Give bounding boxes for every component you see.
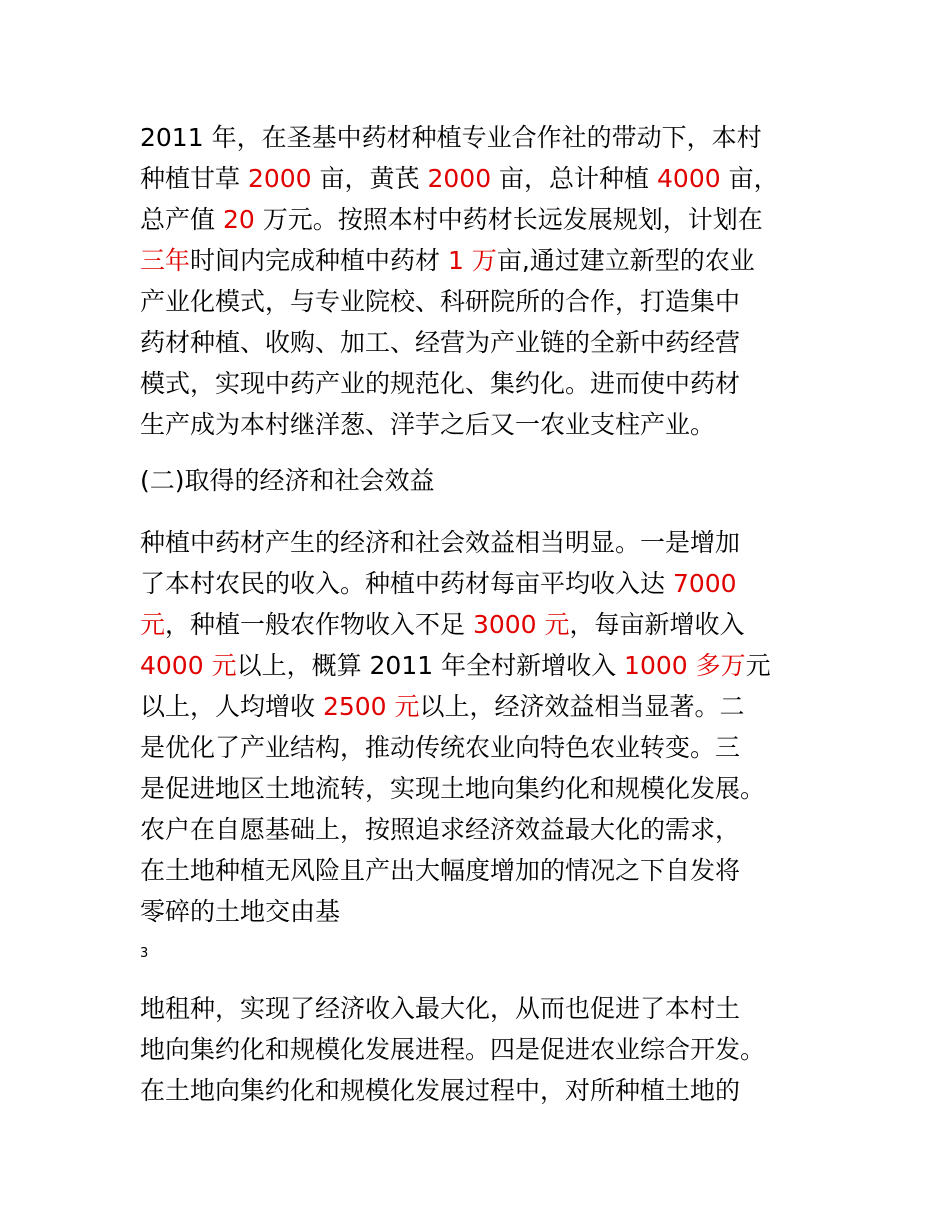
text-line (140, 158, 820, 199)
text-run: 时间内完成种植中药材 (190, 246, 448, 275)
text-run: 在土地种植无风险且产出大幅度增加的情况之下自发将 (140, 856, 741, 885)
text-run: 在土地向集约化和规模化发展过程中，对所种植土地的 (140, 1076, 741, 1105)
highlighted-figure: 20 (222, 205, 255, 234)
highlighted-figure: 3000 元 (472, 610, 570, 639)
highlighted-figure: 2000 (427, 164, 492, 193)
highlighted-figure: 4000 (657, 164, 721, 193)
text-line (140, 363, 820, 404)
text-line (140, 988, 820, 1029)
text-line (140, 240, 820, 281)
page-number: 3 (140, 946, 149, 961)
text-run: 生产成为本村继洋葱、洋芋之后又一农业支柱产业。 (140, 410, 716, 439)
text-run: 模式，实现中药产业的规范化、集约化。进而使中药材 (140, 369, 741, 398)
text-run: 了本村农民的收入。种植中药材每亩平均收入达 (140, 569, 673, 598)
text-run: 零碎的土地交由基 (140, 897, 341, 926)
paragraph-land-consolidation (140, 988, 820, 1111)
text-line (140, 522, 820, 563)
text-line (140, 1029, 820, 1070)
text-line (140, 768, 820, 809)
text-line (140, 322, 820, 363)
text-run: 以上，经济效益相当显著。二 (419, 692, 745, 721)
text-run: 是优化了产业结构，推动传统农业向特色农业转变。三 (140, 733, 741, 762)
text-run: 亩，黄芪 (311, 164, 428, 193)
text-run: 是促进地区土地流转，实现土地向集约化和规模化发展。 (140, 774, 766, 803)
text-line (140, 1070, 820, 1111)
highlighted-figure: 三年 (140, 246, 191, 275)
text-run: 种植甘草 (140, 164, 248, 193)
highlighted-figure: 1 万 (447, 246, 497, 275)
highlighted-figure: 2000 (247, 164, 312, 193)
text-line (140, 686, 820, 727)
text-run: 亩，总计种植 (491, 164, 658, 193)
text-run: ，种植一般农作物收入不足 (165, 610, 473, 639)
text-run: 地租种，实现了经济收入最大化，从而也促进了本村土 (140, 994, 741, 1023)
text-run: 亩， (720, 164, 779, 193)
text-line (140, 199, 820, 240)
text-run: 产业化模式，与专业院校、科研院所的合作，打造集中 (140, 287, 741, 316)
text-run: 万元。按照本村中药材长远发展规划，计划在 (254, 205, 763, 234)
text-line (140, 281, 820, 322)
text-run: 总产值 (140, 205, 223, 234)
text-run: 药材种植、收购、加工、经营为产业链的全新中药经营 (140, 328, 741, 357)
text-run: 以上，人均增收 (140, 692, 323, 721)
text-line (140, 645, 820, 686)
text-line (140, 727, 820, 768)
text-line (140, 891, 820, 932)
text-line (140, 563, 820, 604)
highlighted-figure: 2500 元 (322, 692, 420, 721)
text-run: 以上，概算 2011 年全村新增收入 (236, 651, 625, 680)
text-run: 地向集约化和规模化发展进程。四是促进农业综合开发。 (140, 1035, 766, 1064)
text-run: ，每亩新增收入 (569, 610, 745, 639)
text-line (140, 809, 820, 850)
highlighted-figure: 4000 元 (140, 651, 237, 680)
text-line (140, 850, 820, 891)
highlighted-figure: 元 (140, 610, 166, 639)
paragraph-economic-benefits (140, 522, 820, 932)
text-run: 亩,通过建立新型的农业 (496, 246, 755, 275)
text-run: 元 (745, 651, 771, 680)
text-run: 种植中药材产生的经济和社会效益相当明显。一是增加 (140, 528, 741, 557)
paragraph-planting-overview (140, 117, 820, 445)
section-heading: (二)取得的经济和社会效益 (140, 466, 435, 495)
highlighted-figure: 7000 (672, 569, 737, 598)
text-line (140, 404, 820, 445)
text-run: 农户在自愿基础上，按照追求经济效益最大化的需求， (140, 815, 741, 844)
text-run: 2011 年，在圣基中药材种植专业合作社的带动下，本村 (140, 123, 762, 152)
text-line (140, 604, 820, 645)
text-line (140, 117, 820, 158)
highlighted-figure: 1000 多万 (624, 651, 746, 680)
